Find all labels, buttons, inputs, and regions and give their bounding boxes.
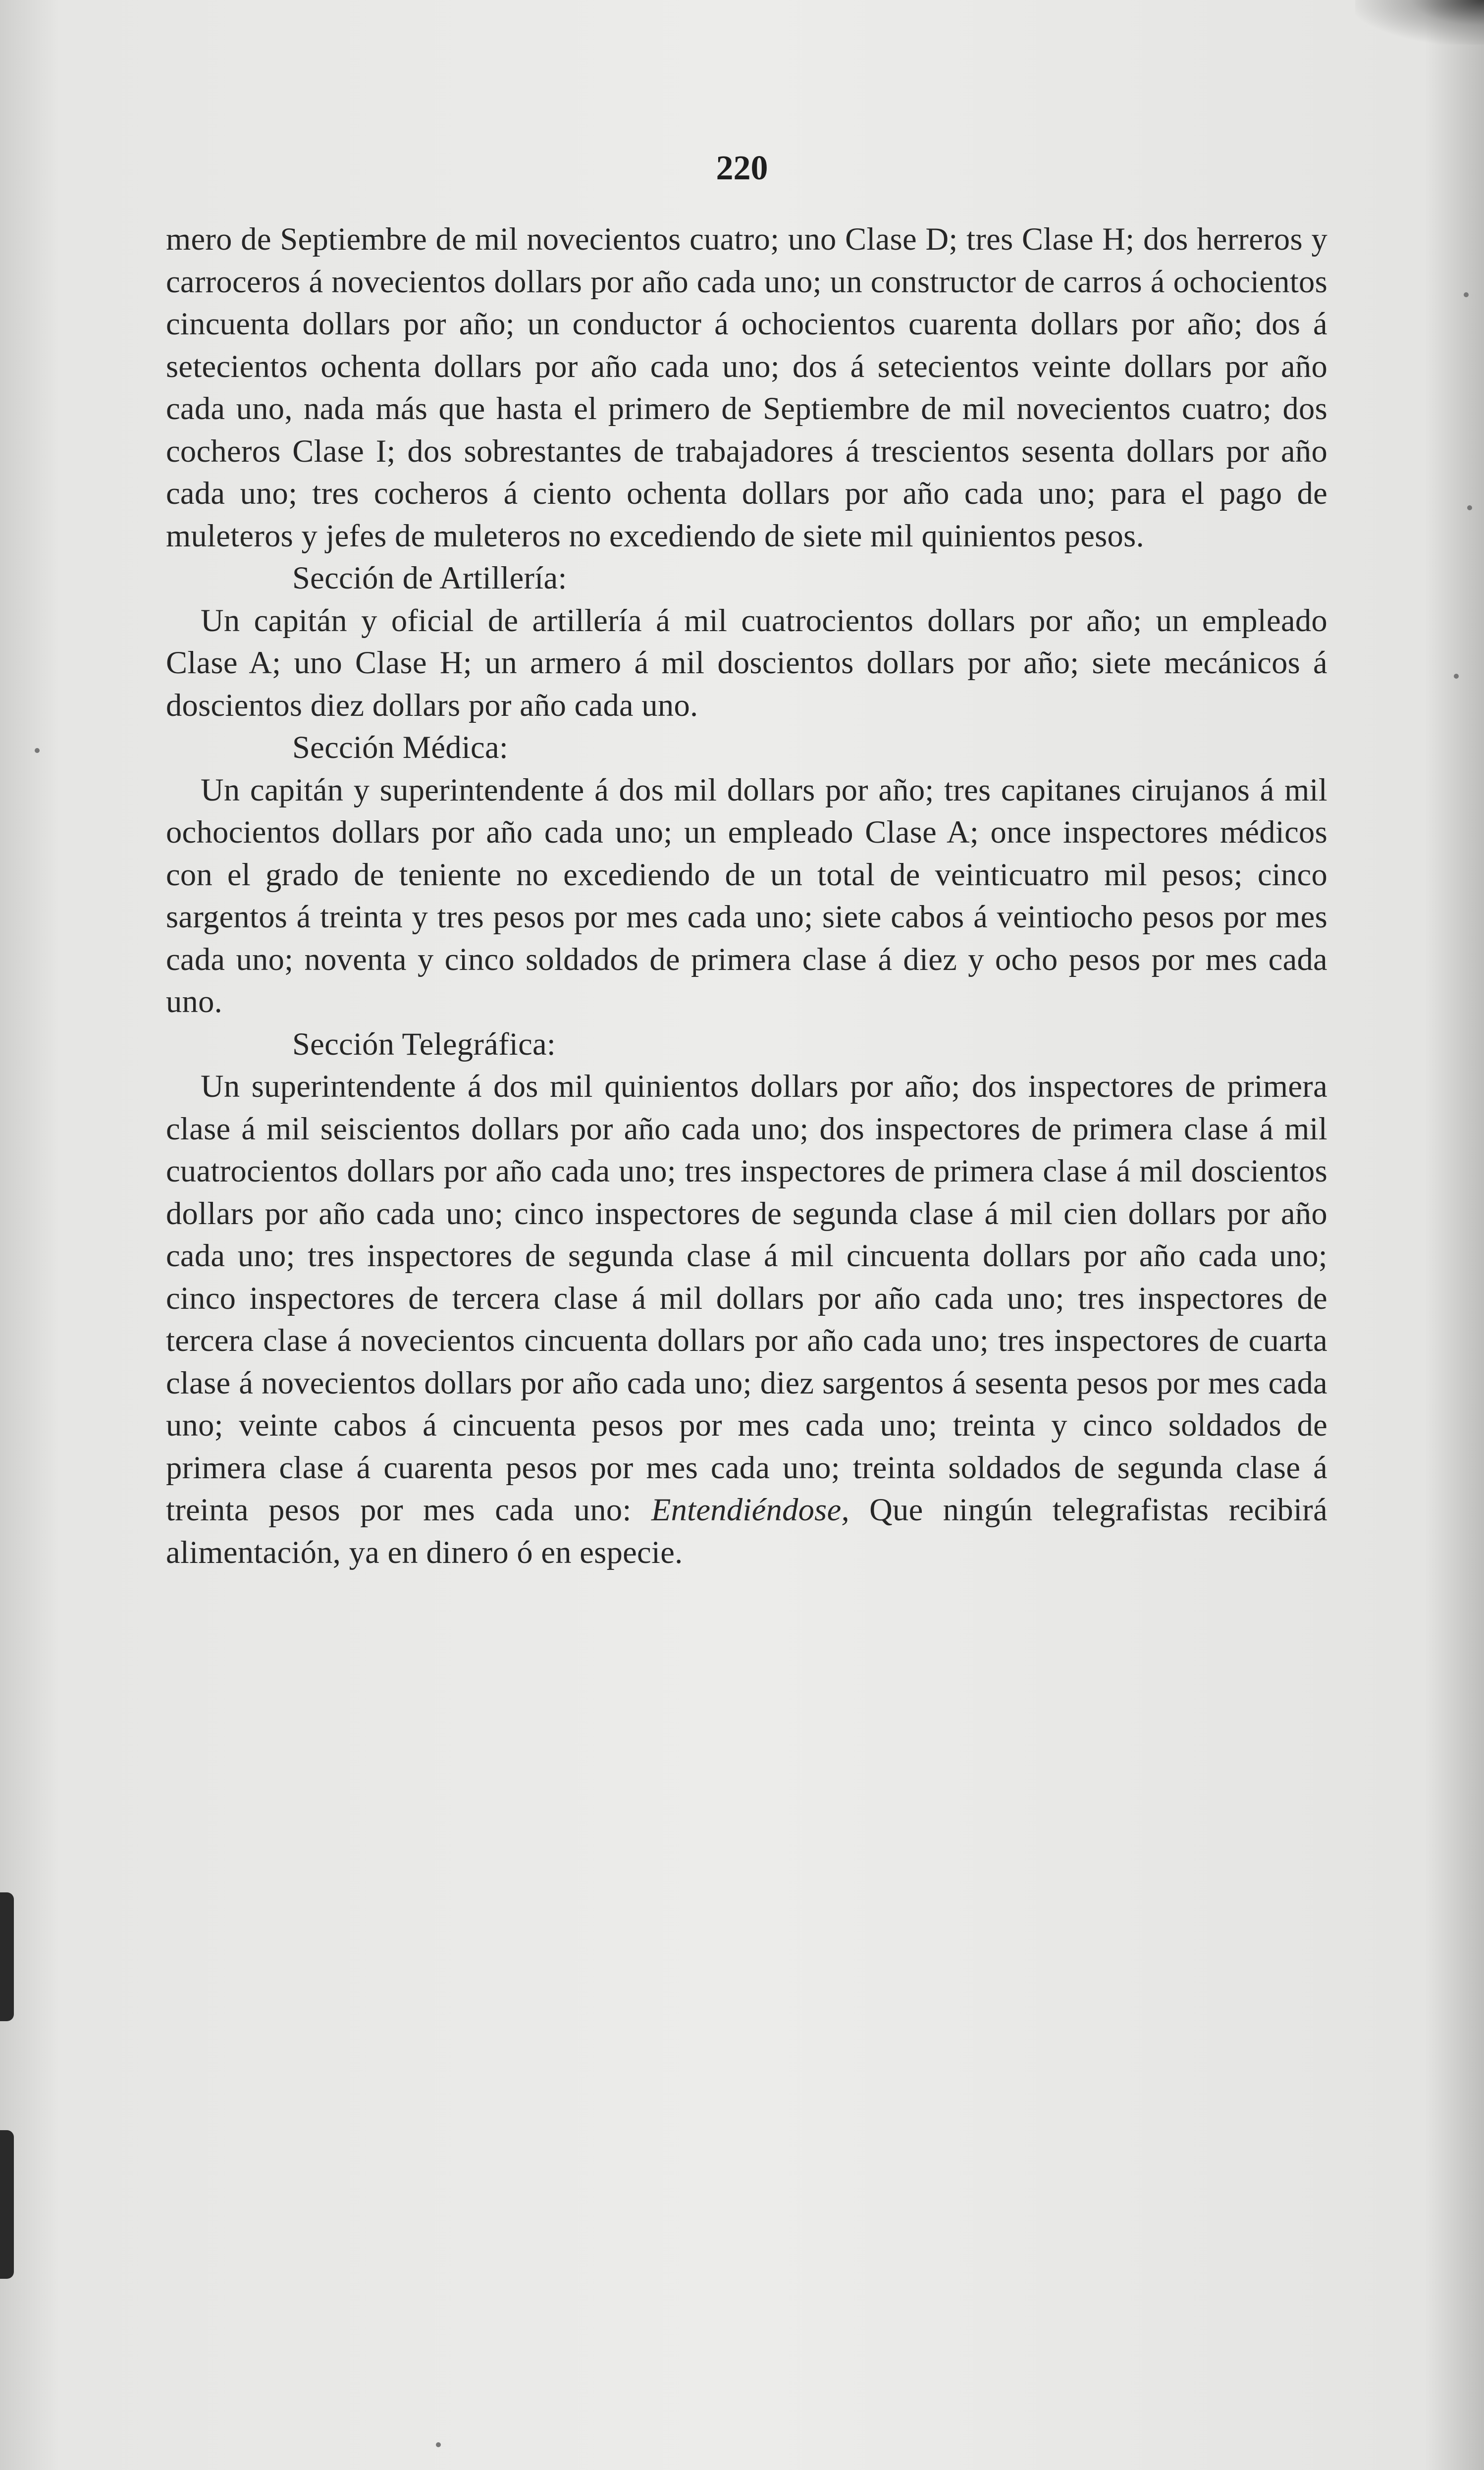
body-text (166, 218, 1327, 1573)
section-heading-telegrafica: Sección Telegráfica: (292, 1026, 556, 1062)
binding-mark (0, 2130, 14, 2279)
corner-shadow (1355, 0, 1484, 45)
paper-speck (1454, 674, 1459, 679)
page-number: 220 (716, 149, 768, 187)
paper-speck (35, 748, 40, 753)
section-paragraph-telegrafica (166, 1065, 1327, 1573)
intro-paragraph: mero de Septiembre de mil novecientos cuatro; uno Clase D; tres Clase H; dos herreros y carroceros á novecientos dollars por año cada uno; un constructor de carros á ochocientos cincuenta dollars por año; un conductor á ochocientos cuarenta dollars por año; dos á setecientos ochenta dollars por año cada uno; dos á setecientos veinte dollars por año cada uno, nada más que hasta el primero de Septiembre de mil novecientos cuatro; dos cocheros Clase I; dos sobrestantes de trabajadores á trescientos sesenta dollars por año cada uno; tres cocheros á ciento ochenta dollars por año cada uno; para el pago de muleteros y jefes de muleteros no excediendo de siete mil quinientos pesos. (166, 221, 1327, 553)
telegrafica-text-after: Que ningún telegrafistas recibirá alimentación, ya en dinero ó en especie. (166, 1492, 1327, 1570)
italic-proviso: Entendiéndose, (651, 1492, 849, 1527)
section-heading-medica: Sección Médica: (292, 730, 509, 765)
section-paragraph-medica: Un capitán y superintendente á dos mil dollars por año; tres capitanes cirujanos á mil ochocientos dollars por año cada uno; un empleado Clase A; once inspectores médicos con el grado de teniente no excediendo de un total de veinticuatro mil pesos; cinco sargentos á treinta y tres pesos por mes cada uno; siete cabos á veintiocho pesos por mes cada uno; noventa y cinco soldados de primera clase á diez y ocho pesos por mes cada uno. (166, 772, 1327, 1019)
paper-speck (1464, 292, 1469, 297)
paper-speck (436, 2442, 441, 2447)
section-paragraph-artilleria: Un capitán y oficial de artillería á mil cuatrocientos dollars por año; un empleado Clase A; uno Clase H; un armero á mil doscientos dollars por año; siete mecánicos á doscientos diez dollars por año cada uno. (166, 602, 1327, 723)
paper-speck (1467, 505, 1472, 510)
section-heading-artilleria: Sección de Artillería: (292, 560, 567, 595)
binding-mark (0, 1892, 14, 2021)
telegrafica-text-before: Un superintendente á dos mil quinientos dollars por año; dos inspectores de primera clase á mil seiscientos dollars por año cada uno; dos inspectores de primera clase á mil cuatrocientos dollars por año cada uno; tres inspectores de primera clase á mil doscientos dollars por año cada uno; cinco inspectores de segunda clase á mil cien dollars por año cada uno; tres inspectores de segunda clase á mil cincuenta dollars por año cada uno; cinco inspectores de tercera clase á mil dollars por año cada uno; tres inspectores de tercera clase á novecientos cincuenta dollars por año cada uno; tres inspectores de cuarta clase á novecientos dollars por año cada uno; diez sargentos á sesenta pesos por mes cada uno; veinte cabos á cincuenta pesos por mes cada uno; treinta y cinco soldados de primera clase á cuarenta pesos por mes cada uno; treinta soldados de segunda clase á treinta pesos por mes cada uno: (166, 1069, 1327, 1527)
